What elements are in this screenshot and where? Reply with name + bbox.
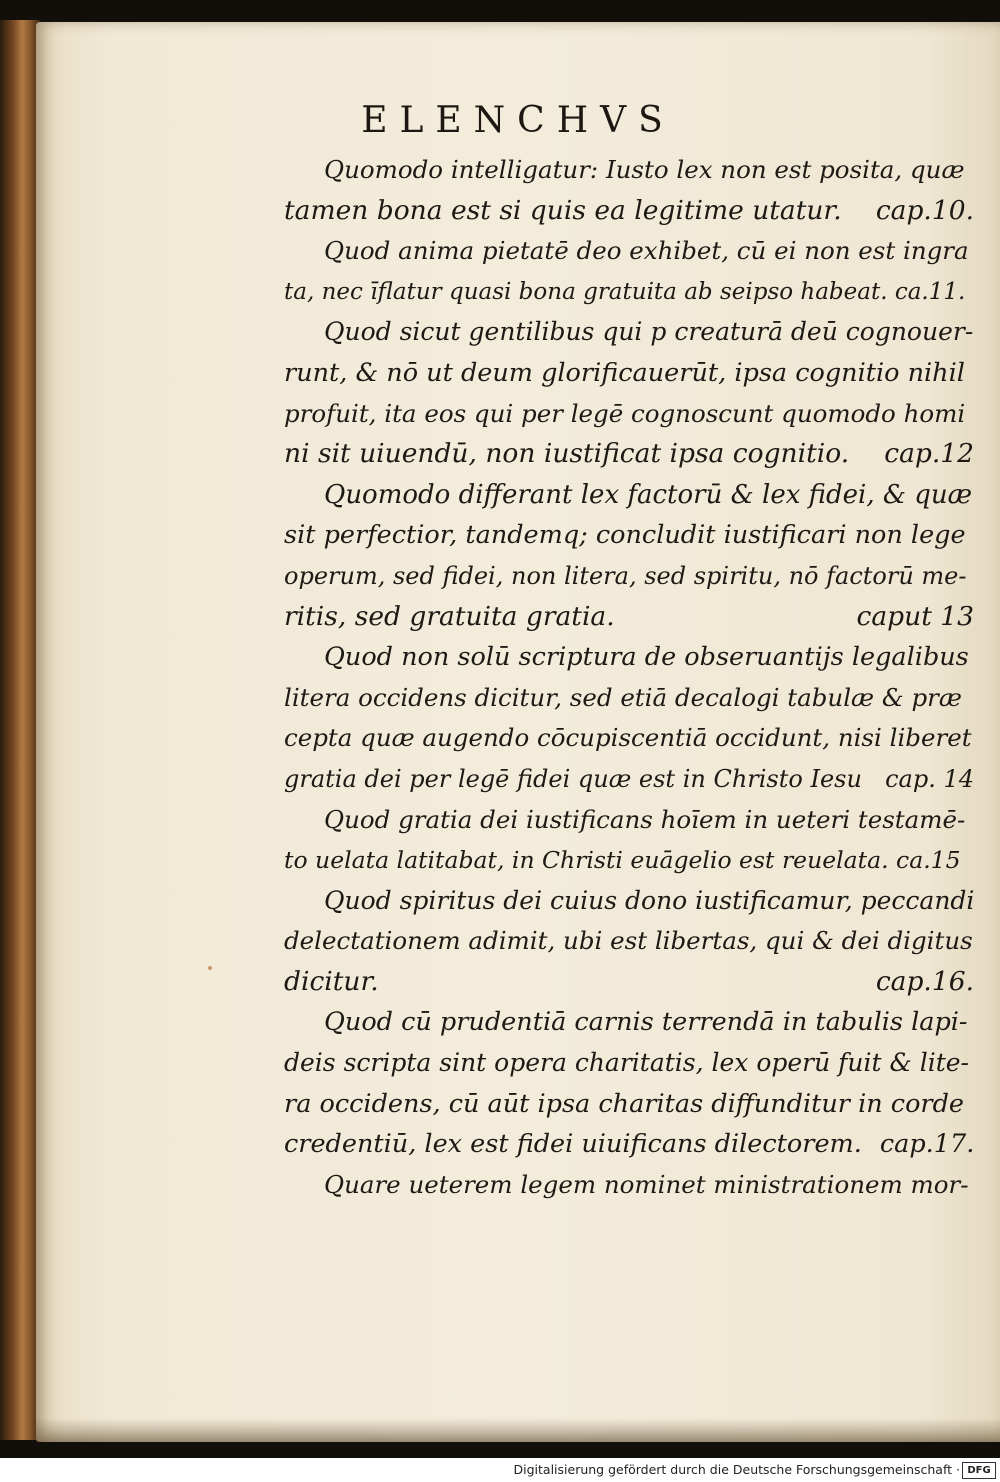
text-line xyxy=(284,475,974,516)
text-line xyxy=(284,556,974,597)
line-text: credentiū, lex est fidei uiuificans dilectorem. xyxy=(284,1129,862,1160)
digitization-footer xyxy=(0,1458,1000,1482)
line-text: Quod anima pietatē deo exhibet, cū ei non est ingra xyxy=(324,236,969,266)
dfg-logo: DFG xyxy=(962,1462,996,1479)
contents-entry xyxy=(284,881,974,1003)
text-line xyxy=(284,1002,974,1043)
running-title: ELENCHVS xyxy=(361,100,675,141)
text-line xyxy=(284,759,974,800)
line-text: Quod sicut gentilibus qui p creaturā deū cognouer- xyxy=(324,317,974,347)
text-line xyxy=(284,515,974,556)
line-text: ra occidens, cū aūt ipsa charitas diffunditur in corde xyxy=(284,1088,965,1119)
line-text: Quomodo differant lex factorū & lex fidei, & quæ xyxy=(324,479,973,510)
text-line xyxy=(284,962,974,1003)
contents-entry xyxy=(284,475,974,637)
funding-credit: Digitalisierung gefördert durch die Deutsche Forschungsgemeinschaft · xyxy=(513,1462,960,1477)
contents-entry xyxy=(284,1002,974,1164)
line-text: runt, & nō ut deum glorificauerūt, ipsa cognitio nihil xyxy=(284,357,965,388)
line-text: dicitur. xyxy=(284,965,379,997)
text-line xyxy=(284,150,974,191)
text-line xyxy=(284,718,974,759)
text-line xyxy=(284,1043,974,1084)
line-text: Quod cū prudentiā carnis terrendā in tabulis lapi- xyxy=(324,1007,968,1038)
line-text: Quod non solū scriptura de obseruantijs legalibus xyxy=(324,642,969,673)
text-line xyxy=(284,191,974,232)
chapter-reference: cap. 14 xyxy=(885,764,974,793)
line-text: tamen bona est si quis ea legitime utatur. xyxy=(284,194,842,226)
text-line xyxy=(284,881,974,922)
line-text: Quod gratia dei iustificans hoīem in ueteri testamē- xyxy=(324,804,966,834)
text-line xyxy=(284,637,974,678)
contents-entry xyxy=(284,312,974,474)
text-line xyxy=(284,394,974,435)
line-text: Quare ueterem legem nominet ministrationem mor- xyxy=(324,1169,969,1199)
text-line xyxy=(284,597,974,638)
line-text: profuit, ita eos qui per legē cognoscunt quomodo homi xyxy=(284,398,966,428)
chapter-reference: caput 13 xyxy=(856,600,974,632)
line-text: ni sit uiuendū, non iustificat ipsa cognitio. xyxy=(284,438,850,470)
text-line xyxy=(284,312,974,353)
line-text: sit perfectior, tandemq; concludit iustificari non lege xyxy=(284,520,966,551)
text-line xyxy=(284,231,974,272)
contents-entry xyxy=(284,150,974,231)
line-text: litera occidens dicitur, sed etiā decalogi tabulæ & præ xyxy=(284,682,962,712)
contents-entry xyxy=(284,1165,974,1206)
chapter-reference: cap.16. xyxy=(875,965,974,997)
line-text: to uelata latitabat, in Christi euāgelio est reuelata. ca.15 xyxy=(284,846,961,875)
contents-entry xyxy=(284,637,974,799)
text-line xyxy=(284,353,974,394)
line-text: deis scripta sint opera charitatis, lex operū fuit & lite- xyxy=(284,1048,969,1078)
line-text: delectationem adimit, ubi est libertas, qui & dei digitus xyxy=(284,926,973,956)
text-line xyxy=(284,434,974,475)
line-text: Quod spiritus dei cuius dono iustificamur, peccandi xyxy=(324,885,975,915)
text-line xyxy=(284,1165,974,1206)
line-text: operum, sed fidei, non litera, sed spiritu, nō factorū me- xyxy=(284,561,967,590)
line-text: gratia dei per legē fidei quæ est in Christo Iesu xyxy=(284,764,862,793)
text-line xyxy=(284,1124,974,1165)
text-line xyxy=(284,921,974,962)
line-text: cepta quæ augendo cōcupiscentiā occidunt, nisi liberet xyxy=(284,723,972,753)
book-fore-edge xyxy=(0,20,40,1440)
contents-entry xyxy=(284,800,974,881)
chapter-reference: cap.12 xyxy=(884,438,974,470)
text-line xyxy=(284,272,974,313)
table-of-contents-text xyxy=(284,150,974,1205)
paper-speck xyxy=(208,966,212,970)
contents-entry xyxy=(284,231,974,312)
chapter-reference: cap.17. xyxy=(879,1129,975,1160)
text-line xyxy=(284,800,974,841)
line-text: ritis, sed gratuita gratia. xyxy=(284,600,615,632)
book-page xyxy=(36,22,1000,1442)
line-text: Quomodo intelligatur: Iusto lex non est posita, quæ xyxy=(324,155,965,184)
line-text: ta, nec īflatur quasi bona gratuita ab seipso habeat. ca.11. xyxy=(284,278,966,305)
text-line xyxy=(284,678,974,719)
chapter-reference: cap.10. xyxy=(875,194,974,226)
page-shadow xyxy=(36,1418,1000,1442)
text-line xyxy=(284,840,974,881)
text-line xyxy=(284,1084,974,1125)
